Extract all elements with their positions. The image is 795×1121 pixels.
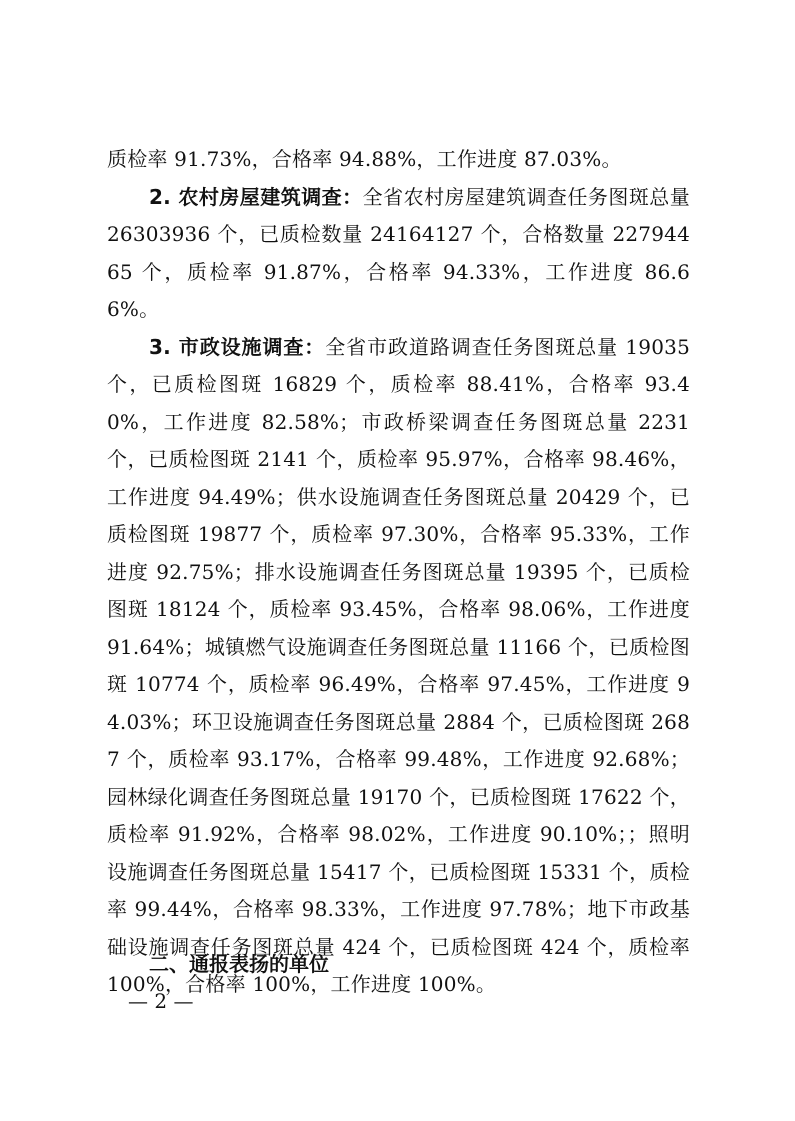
paragraph-continuation — [107, 141, 690, 179]
paragraph-text: 全省农村房屋建筑调查任务图斑总量 26303936 个，已质检数量 24164127 个，合格数量 22794465 个，质检率 91.87%，合格率 94.33%，工作进度 86.66%。 — [107, 184, 690, 321]
paragraph-municipal-facilities — [107, 329, 690, 1004]
body-text — [107, 141, 690, 1004]
paragraph-text: 全省市政道路调查任务图斑总量 19035 个，已质检图斑 16829 个，质检率 88.41%，合格率 93.40%，工作进度 82.58%；市政桥梁调查任务图斑总量 2231 个，已质检图斑 2141 个，质检率 95.97%，合格率 98.46%，工作进度 94.49%；供水设施调查任务图斑总量 20429 个，已质检图斑 19877 个，质检率 97.30%，合格率 95.33%，工作进度 92.75%；排水设施调查任务图斑总量 19395 个，已质检图斑 18124 个，质检率 93.45%，合格率 98.06%，工作进度 91.64%；城镇燃气设施调查任务图斑总量 11166 个，已质检图斑 10774 个，质检率 96.49%，合格率 97.45%，工作进度 94.03%；环卫设施调查任务图斑总量 2884 个，已质检图斑 2687 个，质检率 93.17%，合格率 99.48%，工作进度 92.68%；园林绿化调查任务图斑总量 19170 个，已质检图斑 17622 个，质检率 91.92%，合格率 98.02%，工作进度 90.10%；；照明设施调查任务图斑总量 15417 个，已质检图斑 15331 个，质检率 99.44%，合格率 98.33%，工作进度 97.78%；地下市政基础设施调查任务图斑总量 424 个，已质检图斑 424 个，质检率 100%，合格率 100%，工作进度 100%。 — [107, 334, 690, 996]
page-number: — 2 — — [128, 989, 194, 1013]
section-heading: 二、通报表扬的单位 — [149, 952, 329, 976]
paragraph-lead: 2. 农村房屋建筑调查： — [149, 184, 363, 209]
paragraph-lead: 3. 市政设施调查： — [149, 334, 326, 359]
paragraph-rural-housing — [107, 179, 690, 329]
paragraph-text: 质检率 91.73%，合格率 94.88%，工作进度 87.03%。 — [107, 147, 622, 171]
